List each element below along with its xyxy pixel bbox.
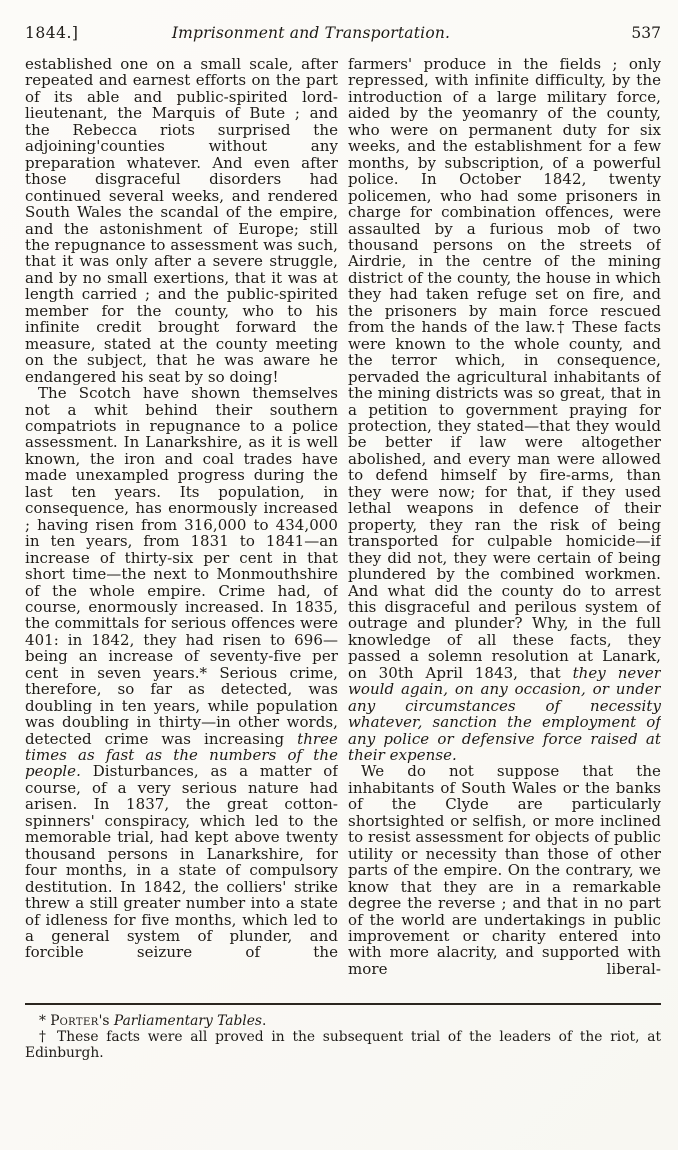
text-columns	[25, 56, 661, 992]
footnote	[25, 1014, 661, 1030]
header-year: 1844.]	[25, 24, 79, 42]
page-header	[25, 24, 661, 42]
paragraph	[348, 56, 661, 763]
header-running-title: Imprisonment and Transportation.	[171, 24, 451, 42]
text-run: † These facts were all proved in the subsequent trial of the leaders of the riot, at Edinburgh.	[25, 1028, 661, 1061]
footnote	[25, 1030, 661, 1062]
italic-text: Parliamentary Tables	[113, 1013, 262, 1029]
small-caps-text: orter	[59, 1013, 99, 1029]
text-run: We do not suppose that the inhabitants of South Wales or the banks of the Clyde are particularly shortsighted or selfish, or more inclined to resist assessment for objects of public utility or necessity than those of other parts of the empire. On the contrary, we know that they are in a remarkable degree the reverse ; and that in no part of the world are undertakings in public improvement or charity entered into with more alacrity, and supported with more liberal-	[348, 762, 661, 978]
italic-text: three times as fast as the numbers of the people.	[25, 729, 338, 781]
footnote-divider	[25, 1003, 661, 1005]
text-run: farmers' produce in the fields ; only repressed, with infinite difficulty, by the introduction of a large military force, aided by the yeomanry of the county, who were on permanent duty for six weeks, and the establishment for a few months, by subscription, of a powerful police. In October 1842, twenty policemen, who had some prisoners in charge for combination offences, were assaulted by a furious mob of two thousand persons on the streets of Airdrie, in the centre of the mining district of the county, the house in which they had taken refuge set on fire, and the prisoners by main force rescued from the hands of the law.† These facts were known to the whole county, and the terror which, in consequence, pervaded the agricultural inhabitants of the mining districts was so great, that in a petition to government praying for protection, they stated—that they would be better if law were altogether abolished, and every man were allowed to defend himself by fire-arms, than they were now; for that, if they used lethal weapons in defence of their property, they ran the risk of being transported for culpable homicide—if they did not, they were certain of being plundered by the combined workmen. And what did the county do to arrest this disgraceful and perilous system of outrage and plunder? Why, in the full knowledge of all these facts, they passed a solemn resolution at Lanark, on 30th April 1843, that	[348, 56, 661, 682]
paragraph	[348, 763, 661, 977]
footnotes-section	[25, 1014, 661, 1062]
paragraph	[25, 385, 338, 961]
italic-text: they never would again, on any occasion, or under any circumstances of necessity whatever, sanction the employment of any police or defensive force raised at their expense.	[348, 663, 661, 765]
text-run: The Scotch have shown themselves not a whit behind their southern compatriots in repugnance to a police assessment. In Lanarkshire, as it is well known, the iron and coal trades have made unexampled progress during the last ten years. Its population, in consequence, has enormously increased ; having risen from 316,000 to 434,000 in ten years, from 1831 to 1841—an increase of thirty-six per cent in that short time—the next to Monmouthshire of the whole empire. Crime had, of course, enormously increased. In 1835, the committals for serious offences were 401: in 1842, they had risen to 696—being an increase of seventy-five per cent in seven years.* Serious crime, therefore, so far as detected, was doubling in ten years, while population was doubling in thirty—in other words, detected crime was increasing	[25, 384, 338, 748]
text-run: * P	[39, 1013, 60, 1029]
text-run: Disturbances, as a matter of course, of a very serious nature had arisen. In 1837, the great cotton-spinners' conspiracy, which led to the memorable trial, had kept above twenty thousand persons in Lanarkshire, for four months, in a state of compulsory destitution. In 1842, the colliers' strike threw a still greater number into a state of idleness for five months, which led to a general system of plunder, and forcible seizure of the	[25, 762, 338, 962]
column-left	[25, 56, 338, 992]
column-right	[348, 56, 661, 992]
paragraph	[25, 56, 338, 385]
text-run: 's	[98, 1013, 114, 1029]
text-run: .	[261, 1013, 267, 1029]
text-run: established one on a small scale, after repeated and earnest efforts on the part of its able and public-spirited lord-lieutenant, the Marquis of Bute ; and the Rebecca riots surprised the adjoining'counties without any preparation whatever. And even after those disgraceful disorders had continued several weeks, and rendered South Wales the scandal of the empire, and the astonishment of Europe; still the repugnance to assessment was such, that it was only after a severe struggle, and by no small exertions, that it was at length carried ; and the public-spirited member for the county, who to his infinite credit brought forward the measure, stated at the county meeting on the subject, that he was aware he endangered his seat by so doing!	[25, 56, 338, 386]
header-page-number: 537	[631, 24, 661, 42]
